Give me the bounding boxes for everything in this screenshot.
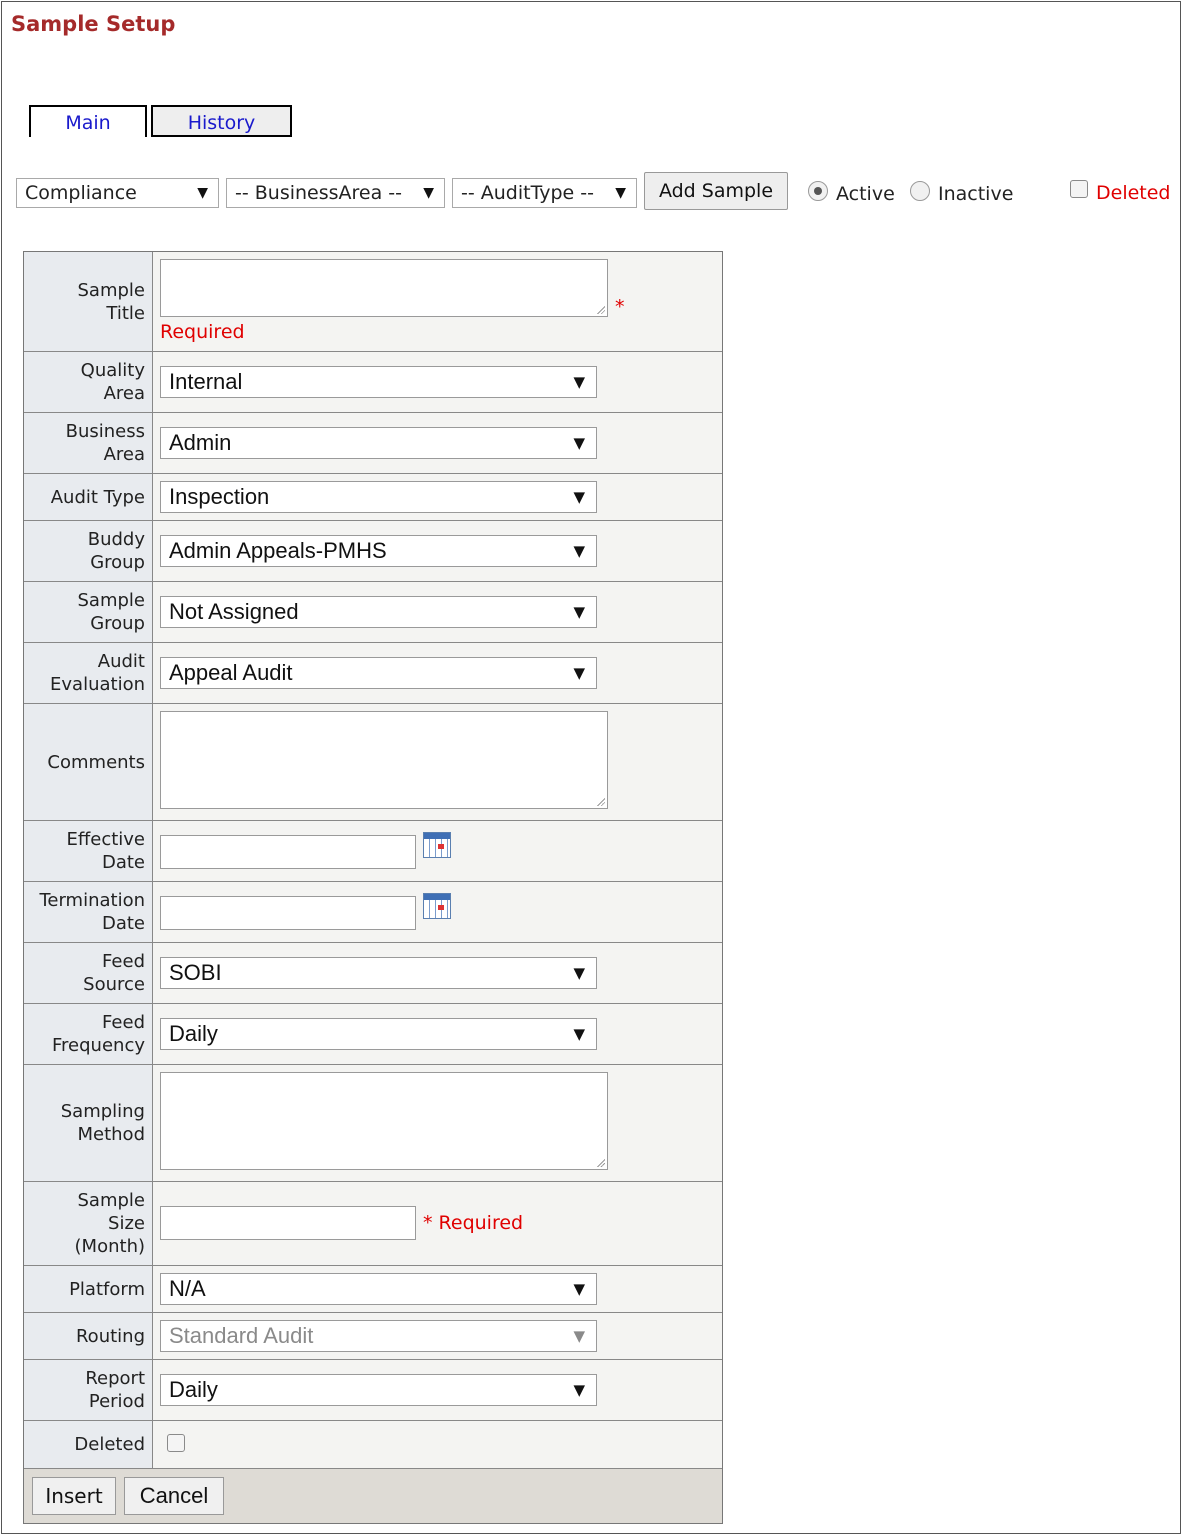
audit-type-row — [24, 474, 722, 521]
chevron-down-icon: ▼ — [573, 1381, 585, 1399]
buddy-group-select[interactable] — [160, 535, 597, 567]
audit-type-label: Audit Type — [24, 474, 153, 520]
sampling-method-row — [24, 1065, 722, 1182]
feed-source-row — [24, 943, 722, 1004]
cancel-button[interactable]: Cancel — [124, 1477, 224, 1515]
chevron-down-icon: ▼ — [573, 542, 585, 560]
effective-date-row — [24, 821, 722, 882]
audit-evaluation-select[interactable] — [160, 657, 597, 689]
chevron-down-icon: ▼ — [573, 373, 585, 391]
report-period-row — [24, 1360, 722, 1421]
audit-evaluation-label: Audit Evaluation — [24, 643, 153, 703]
feed-source-value: SOBI — [169, 960, 222, 985]
platform-select[interactable] — [160, 1273, 597, 1305]
report-period-label: Report Period — [24, 1360, 153, 1420]
category-select[interactable] — [16, 178, 219, 208]
sampling-method-input[interactable] — [160, 1072, 608, 1170]
status-active-label: Active — [836, 183, 895, 205]
quality-area-label: Quality Area — [24, 352, 153, 412]
platform-label: Platform — [24, 1266, 153, 1312]
routing-select — [160, 1320, 597, 1352]
page-title: Sample Setup — [11, 12, 176, 36]
chevron-down-icon: ▼ — [573, 1025, 585, 1043]
feed-source-select[interactable] — [160, 957, 597, 989]
sample-form — [23, 251, 723, 1524]
status-inactive-label: Inactive — [938, 183, 1014, 205]
sample-group-row — [24, 582, 722, 643]
termination-date-row — [24, 882, 722, 943]
required-mark: * — [615, 296, 625, 318]
feed-frequency-value: Daily — [169, 1021, 218, 1046]
sample-group-value: Not Assigned — [169, 599, 299, 624]
deleted-label: Deleted — [24, 1421, 153, 1468]
sampling-method-label: Sampling Method — [24, 1065, 153, 1181]
chevron-down-icon: ▼ — [573, 664, 585, 682]
deleted-filter-label: Deleted — [1096, 182, 1171, 204]
routing-value: Standard Audit — [169, 1323, 314, 1348]
chevron-down-icon: ▼ — [197, 185, 208, 201]
report-period-value: Daily — [169, 1377, 218, 1402]
sample-title-input[interactable] — [160, 259, 608, 317]
calendar-icon[interactable] — [423, 893, 451, 919]
chevron-down-icon: ▼ — [573, 434, 585, 452]
chevron-down-icon: ▼ — [573, 964, 585, 982]
quality-area-select[interactable] — [160, 366, 597, 398]
audit-type-value: Inspection — [169, 484, 270, 509]
routing-label: Routing — [24, 1313, 153, 1359]
deleted-row — [24, 1421, 722, 1469]
termination-date-label: Termination Date — [24, 882, 153, 942]
comments-input[interactable] — [160, 711, 608, 809]
business-area-label: Business Area — [24, 413, 153, 473]
buddy-group-label: Buddy Group — [24, 521, 153, 581]
sample-group-select[interactable] — [160, 596, 597, 628]
audit-evaluation-value: Appeal Audit — [169, 660, 293, 685]
sample-title-label: Sample Title — [24, 252, 153, 351]
deleted-checkbox[interactable] — [167, 1434, 185, 1452]
feed-frequency-row — [24, 1004, 722, 1065]
tab-main[interactable]: Main — [29, 105, 147, 137]
sample-size-label: Sample Size (Month) — [24, 1182, 153, 1265]
routing-row — [24, 1313, 722, 1360]
tab-history[interactable]: History — [151, 105, 292, 137]
insert-button[interactable]: Insert — [32, 1477, 116, 1515]
comments-row — [24, 704, 722, 821]
platform-row — [24, 1266, 722, 1313]
buddy-group-value: Admin Appeals-PMHS — [169, 538, 387, 563]
business-area-filter-select[interactable] — [226, 178, 445, 208]
audit-type-filter-select[interactable] — [452, 178, 637, 208]
chevron-down-icon: ▼ — [573, 1280, 585, 1298]
audit-evaluation-row — [24, 643, 722, 704]
termination-date-input[interactable] — [160, 896, 416, 930]
audit-type-filter-value: -- AuditType -- — [461, 182, 594, 204]
business-area-row — [24, 413, 722, 474]
quality-area-value: Internal — [169, 369, 243, 394]
status-inactive-radio[interactable] — [910, 181, 930, 201]
deleted-filter-checkbox[interactable] — [1070, 180, 1088, 198]
sample-group-label: Sample Group — [24, 582, 153, 642]
effective-date-input[interactable] — [160, 835, 416, 869]
sample-title-required: Required — [160, 321, 245, 343]
chevron-down-icon: ▼ — [423, 185, 434, 201]
feed-frequency-label: Feed Frequency — [24, 1004, 153, 1064]
category-select-value: Compliance — [25, 182, 137, 204]
comments-label: Comments — [24, 704, 153, 820]
add-sample-button[interactable]: Add Sample — [644, 172, 788, 210]
sample-title-row — [24, 252, 722, 352]
sample-size-input[interactable] — [160, 1206, 416, 1240]
sample-size-required: * Required — [423, 1212, 524, 1234]
chevron-down-icon: ▼ — [573, 603, 585, 621]
feed-frequency-select[interactable] — [160, 1018, 597, 1050]
buddy-group-row — [24, 521, 722, 582]
status-active-radio[interactable] — [808, 181, 828, 201]
chevron-down-icon: ▼ — [573, 1327, 585, 1345]
platform-value: N/A — [169, 1276, 206, 1301]
chevron-down-icon: ▼ — [615, 185, 626, 201]
effective-date-label: Effective Date — [24, 821, 153, 881]
audit-type-select[interactable] — [160, 481, 597, 513]
calendar-icon[interactable] — [423, 832, 451, 858]
chevron-down-icon: ▼ — [573, 488, 585, 506]
business-area-value: Admin — [169, 430, 232, 455]
business-area-select[interactable] — [160, 427, 597, 459]
form-actions — [24, 1469, 722, 1524]
quality-area-row — [24, 352, 722, 413]
business-area-filter-value: -- BusinessArea -- — [235, 182, 403, 204]
feed-source-label: Feed Source — [24, 943, 153, 1003]
report-period-select[interactable] — [160, 1374, 597, 1406]
sample-size-row — [24, 1182, 722, 1266]
